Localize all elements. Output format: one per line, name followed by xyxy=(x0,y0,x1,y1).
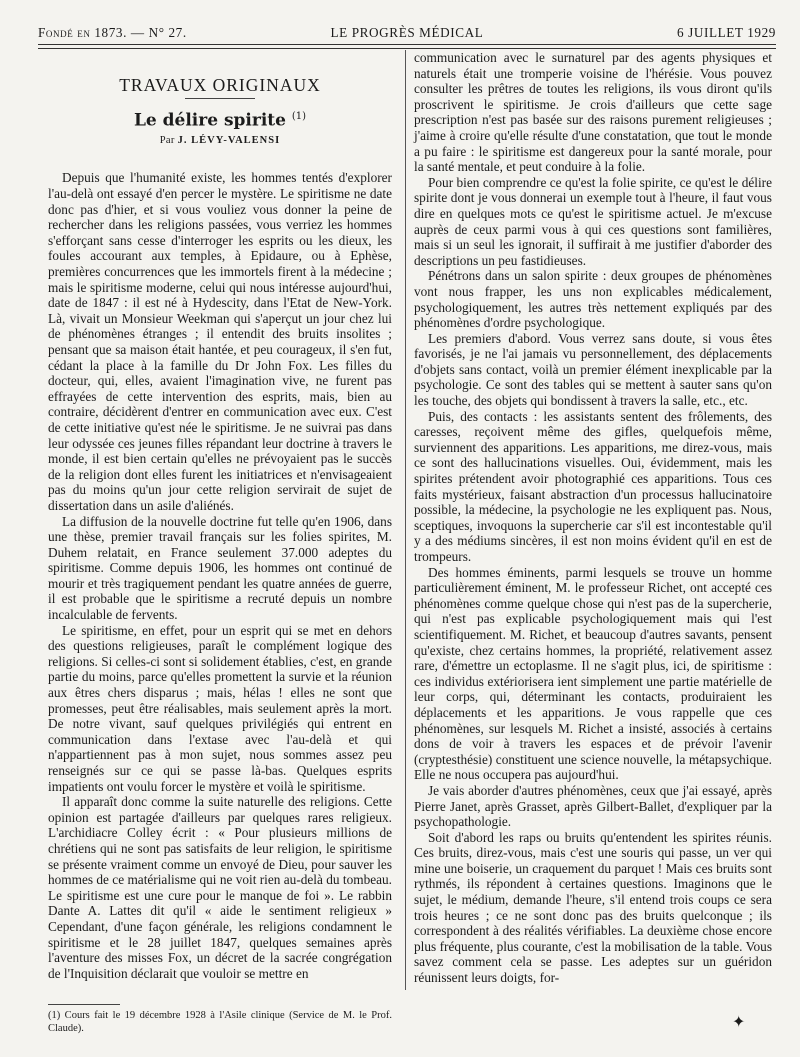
article-title-text: Le délire spirite xyxy=(133,110,286,131)
paragraph: Il apparaît donc comme la suite naturelle des religions. Cette opinion est partagée d'ailleurs par quelques rares religieux. L'archidiacre Colley écrit : « Pour plusieurs millions de chrétiens qui ne sont pas satisfaits de leur religion, le spiritisme se présente vraiment comme un envoyé de Dieu, pour sauver les hommes de ce matérialisme qui ne voit rien au-delà du tombeau. Le spiritisme est une cure pour le manque de foi ». Le rabbin Dante A. Lattes dit qu'il « aide le sentiment religieux » Cependant, d'une façon générale, les religions condamnent le spiritisme et le 28 juillet 1847, quelques semaines après l'aventure des misses Fox, un décret de la sacrée congrégation de l'Inquisition déclarait que vouloir se mettre en xyxy=(48,794,392,981)
byline-prefix: Par xyxy=(159,134,175,146)
footnote: (1) Cours fait le 19 décembre 1928 à l'Asile clinique (Service de M. le Prof. Claude). xyxy=(48,1010,392,1034)
paragraph: Le spiritisme, en effet, pour un esprit qui se met en dehors des questions religieuses, paraît le complément logique des religions. Si celles-ci sont si solidement établies, c'est, en grande partie du moins, parce qu'elles promettent la survie et la réunion aux êtres chers disparus ; mais, hélas ! elles ne sont que promesses, peut être réalisables, mais seulement après la mort. De notre vivant, sauf quelques privilégiés qui entrent en communication dans l'extase avec l'au-delà et qui n'appartiennent pas à mon sujet, nous sommes assez peu renseignés sur ce qui se passe là-bas. Quelques esprits impatients ont voulu forcer le mystère et voilà le spiritisme. xyxy=(48,622,392,794)
running-head xyxy=(38,25,776,45)
end-ornament-icon: ✦ xyxy=(732,1014,746,1031)
paragraph: Depuis que l'humanité existe, les hommes tentés d'explorer l'au-delà ont essayé d'en percer le mystère. Le spiritisme ne date donc pas d'hier, et si vous vouliez vous donner la peine de rechercher dans les religions passées, vous verriez les hommes s'efforçant sans cesse d'interroger les esprits ou les dieux, les foules accourant aux temples, à Epidaure, ou à Ephèse, premières concurrences que les immortels firent à la médecine ; mais le spiritisme moderne, celui qui nous intéresse aujourd'hui, date de 1847 : il est né à Hydescity, dans l'Etat de New-York. Là, vivait un Monsieur Weekman qui s'aperçut un jour chez lui de phénomènes étranges ; il entendit des bruits insolites ; pensant que sa maison était hantée, et peu courageux, il s'en fut, cédant la place à la famille du Dr John Fox. Les filles du docteur, qui, elles, avaient l'imagination vive, ne furent pas effrayées de cette intervention des esprits, mais, bien au contraire, décidèrent d'entrer en communication avec eux. C'est de cette initiative qu'est née le spiritisme. Je ne suivrai pas dans leur odyssée ces jeunes filles répandant leur doctrine à travers le monde, il est bien certain qu'elles ne prévoyaient pas le succès de la religion dont elles furent les initiatrices et n'envisageaient pas du moins qu'un jour cette religion servirait de sujet de dissertation dans un asile d'aliénés. xyxy=(48,170,392,513)
header-rule xyxy=(38,44,776,49)
left-column xyxy=(48,50,392,981)
founded-issue: Fondé en 1873. — N° 27. xyxy=(38,25,187,40)
byline xyxy=(48,133,392,149)
paragraph: Je vais aborder d'autres phénomènes, ceux que j'ai essayé, après Pierre Janet, après Grasset, après Gilbert-Ballet, d'expliquer par la psychopathologie. xyxy=(414,782,772,830)
title-footnote-ref: (1) xyxy=(291,110,307,122)
paragraph: Les premiers d'abord. Vous verrez sans doute, si vous êtes favorisés, je ne l'ai jamais vu personnellement, des déplacements d'objets sans contact, voilà un premier élément inexplicable par la psychologie. Ce sont des tables qui se mettent à sauter sans qu'on les touche, des objets qui bondissent à travers la salle, etc., etc. xyxy=(414,330,772,409)
right-column xyxy=(414,50,772,986)
paragraph: Soit d'abord les raps ou bruits qu'entendent les spirites réunis. Ces bruits, direz-vous, mais c'est une souris qui passe, un ver qui mine une boiserie, un craquement du parquet ! Mais ces bruits sont rythmés, ils répondent à certaines questions. Imaginons que le sujet, le médium, demande l'heure, s'il entend trois coups ce sera trois heures ; ce ne sont donc pas des bruits quelconque ; ils correspondent à des réalités vérifiables. La deuxième chose encore plus fréquente, plus courante, c'est la mobilisation de la table. Vous savez comment cela se passe. Les adeptes sur un guéridon réunissent leurs doigts, for- xyxy=(414,829,772,986)
author-name: J. LÉVY-VALENSI xyxy=(177,134,281,146)
article-title xyxy=(48,109,392,129)
paragraph: Des hommes éminents, parmi lesquels se trouve un homme particulièrement éminent, M. le professeur Richet, ont accepté ces phénomènes comme quelque chose qui n'est pas de la supercherie, qui n'est pas explicable psychologiquement mais qui l'est scientifiquement. M. Richet, et beaucoup d'autres savants, pensent qu'existe, chez certains hommes, la propriété, relativement assez rare, d'émettre un ectoplasme. Il ne s'agit plus, ici, de spiritisme : ces individus extériorisera ient simplement une partie matérielle de leur corps, qui, déterminant les contacts, produiraient les déplacements et les apparitions. Je vous rappelle que ces phénomènes, sur lesquels M. Richet a insisté, associés à certains dons de voir à travers les espaces et de prévoir l'avenir (cryptesthésie) constituent une science nouvelle, la métapsychique. Elle ne nous occupera pas aujourd'hui. xyxy=(414,564,772,783)
issue-date: 6 JUILLET 1929 xyxy=(677,25,776,40)
section-heading: TRAVAUX ORIGINAUX xyxy=(119,75,321,95)
section-rule xyxy=(185,98,255,99)
journal-title: LE PROGRÈS MÉDICAL xyxy=(330,25,484,40)
paragraph: communication avec le surnaturel par des agents physiques et naturels était une tromperie voisine de l'hérésie. Vous pouvez consulter les prêtres de toutes les religions, ils vous diront qu'ils proscrivent le spiritisme. Je crois d'ailleurs que cette sage prescription n'est pas basée sur des raisons purement religieuses ; j'aime à croire qu'elle résulte d'une constatation, que tout le monde a pu faire : le spiritisme est dangereux pour la santé morale, pour la santé mentale, et peut conduire à la folie. xyxy=(414,50,772,175)
paragraph: La diffusion de la nouvelle doctrine fut telle qu'en 1906, dans une thèse, premier travail français sur les folies spirites, M. Duhem relatait, en France seulement 37.000 adeptes du spiritisme. Comme depuis 1906, les hommes ont continué de mourir et très tragiquement pendant les quatre années de guerre, il est probable que le spiritisme a recruté depuis un nombre incalculable de fervents. xyxy=(48,513,392,623)
paragraph: Pénétrons dans un salon spirite : deux groupes de phénomènes vont nous frapper, les uns non explicables médicalement, psychologiquement, les autres très nettement expliqués par des phénomènes d'ordre psychologique. xyxy=(414,268,772,331)
column-divider xyxy=(405,50,406,990)
paragraph: Pour bien comprendre ce qu'est la folie spirite, ce qu'est le délire spirite dont je vous donnerai un exemple tout à l'heure, il faut vous dire en quelques mots ce qu'est le spiritisme actuel. Je m'excuse auprès de ceux parmi vous à qui ces questions sont familières, mais si un seul les ignorait, il suffirait à me justifier d'aborder des descriptions un peu fastidieuses. xyxy=(414,174,772,268)
footnote-rule xyxy=(48,1004,120,1005)
paragraph: Puis, des contacts : les assistants sentent des frôlements, des caresses, reçoivent même des gifles, quelquefois même, surviennent des apparitions. Les apparitions, me direz-vous, mais ce sont des hallucinations visuelles. Oui, évidemment, mais les spirites prétendent avoir photographié ces apparitions. Tous ces faits mystérieux, faisant abstraction d'un processus hallucinatoire possible, la médecine, la psychologie ne les expliquent pas. Nous, sceptiques, invoquons la supercherie car s'il est incontestable qu'il y a des médiums sincères, il est non moins évident qu'il en est de trompeurs. xyxy=(414,408,772,564)
